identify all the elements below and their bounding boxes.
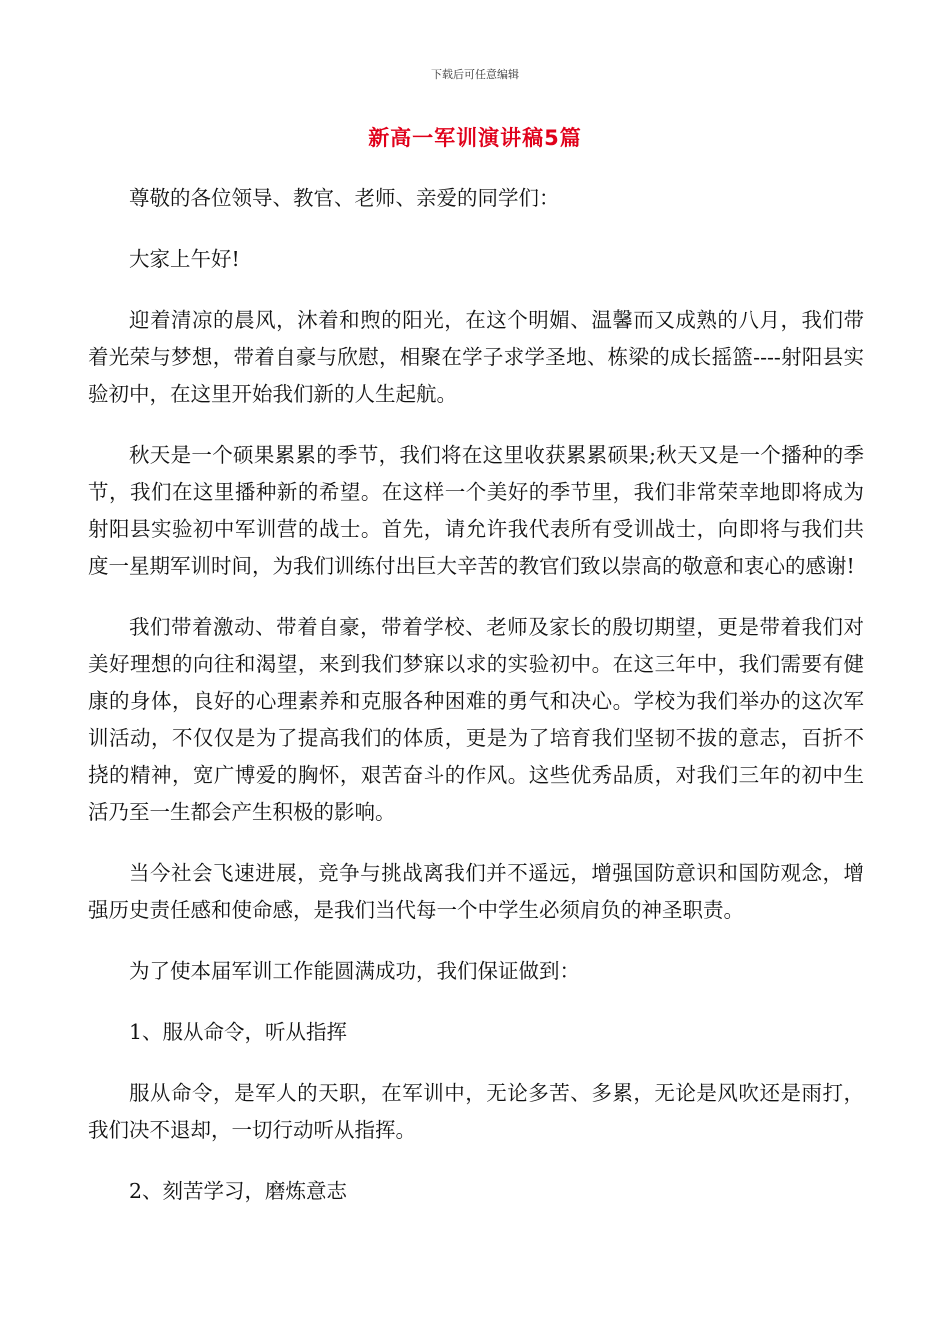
paragraph-greeting: 大家上午好! bbox=[129, 247, 240, 271]
list-heading-1: 1、服从命令，听从指挥 bbox=[129, 1020, 348, 1044]
document-body bbox=[88, 180, 864, 1234]
paragraph: 为了使本届军训工作能圆满成功，我们保证做到： bbox=[129, 959, 580, 983]
list-heading-2: 2、刻苦学习，磨炼意志 bbox=[129, 1179, 348, 1203]
document-title: 新高一军训演讲稿5篇 bbox=[368, 126, 582, 150]
paragraph: 秋天是一个硕果累累的季节，我们将在这里收获累累硕果;秋天又是一个播种的季节，我们在这里播种新的希望。在这样一个美好的季节里，我们非常荣幸地即将成为射阳县实验初中军训营的战士。首先，请允许我代表所有受训战士，向即将与我们共度一星期军训时间，为我们训练付出巨大辛苦的教官们致以崇高的敬意和衷心的感谢! bbox=[88, 443, 864, 578]
paragraph: 迎着清凉的晨风，沐着和煦的阳光，在这个明媚、温馨而又成熟的八月，我们带着光荣与梦想，带着自豪与欣慰，相聚在学子求学圣地、栋梁的成长摇篮----射阳县实验初中，在这里开始我们新的人生起航。 bbox=[88, 308, 864, 406]
paragraph: 当今社会飞速进展，竞争与挑战离我们并不遥远，增强国防意识和国防观念，增强历史责任感和使命感，是我们当代每一个中学生必须肩负的神圣职责。 bbox=[88, 861, 864, 922]
header-note: 下载后可任意编辑 bbox=[431, 68, 519, 81]
paragraph-salutation: 尊敬的各位领导、教官、老师、亲爱的同学们： bbox=[129, 186, 560, 210]
paragraph: 服从命令，是军人的天职，在军训中，无论多苦、多累，无论是风吹还是雨打，我们决不退却，一切行动听从指挥。 bbox=[88, 1081, 864, 1142]
paragraph: 我们带着激动、带着自豪，带着学校、老师及家长的殷切期望，更是带着我们对美好理想的向往和渴望，来到我们梦寐以求的实验初中。在这三年中，我们需要有健康的身体，良好的心理素养和克服各种困难的勇气和决心。学校为我们举办的这次军训活动，不仅仅是为了提高我们的体质，更是为了培育我们坚韧不拔的意志，百折不挠的精神，宽广博爱的胸怀，艰苦奋斗的作风。这些优秀品质，对我们三年的初中生活乃至一生都会产生积极的影响。 bbox=[88, 615, 864, 824]
